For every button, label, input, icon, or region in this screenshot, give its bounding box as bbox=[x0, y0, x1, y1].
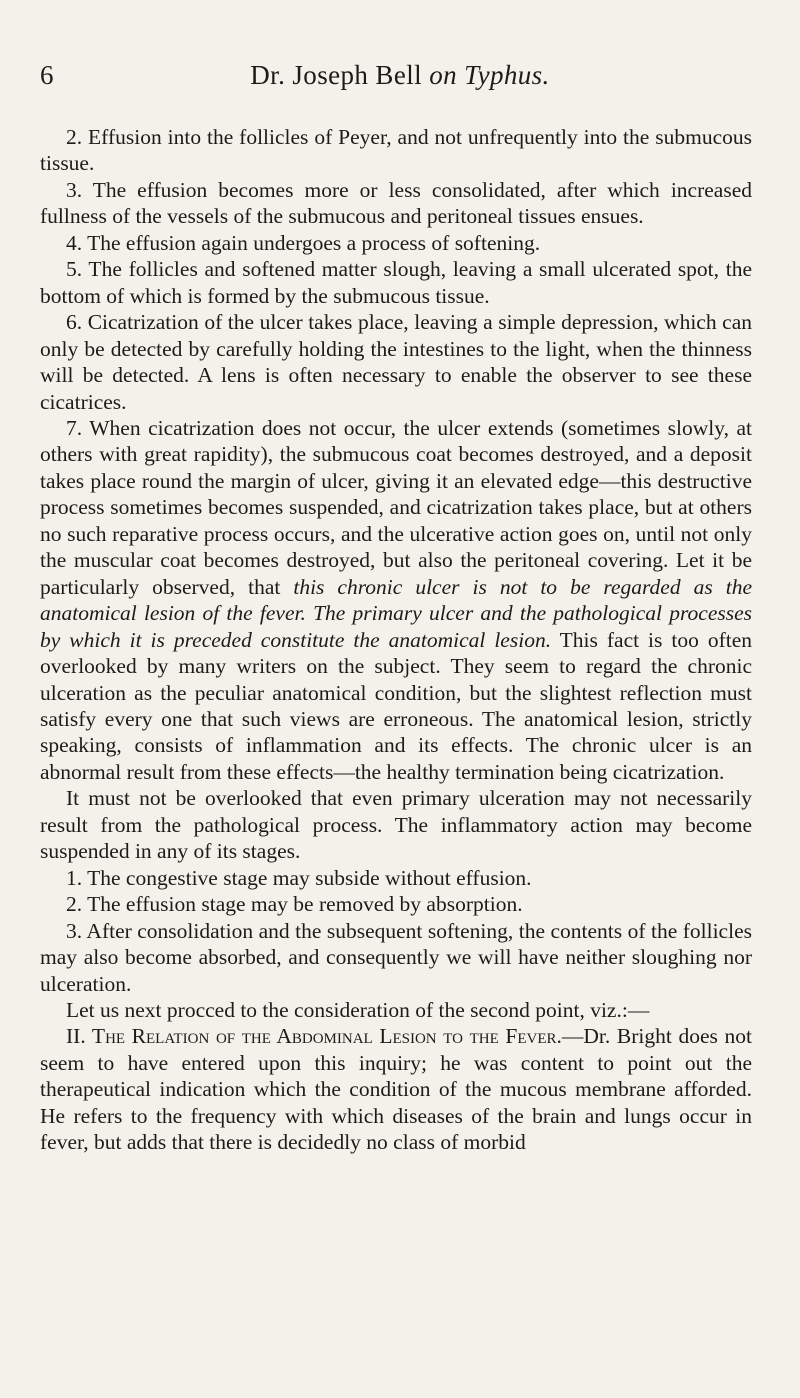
page-number: 6 bbox=[40, 60, 54, 90]
paragraph: 2. Effusion into the follicles of Peyer, and not unfrequently into the submucous tissue. bbox=[40, 125, 752, 176]
running-header bbox=[0, 60, 800, 100]
paragraph: 1. The congestive stage may subside without effusion. bbox=[66, 865, 532, 890]
paragraph: 2. The effusion stage may be removed by absorption. bbox=[66, 892, 523, 917]
paragraph bbox=[40, 1023, 752, 1155]
paragraph: 3. The effusion becomes more or less consolidated, after which increased fullness of the vessels of the submucous and peritoneal tissues ensues. bbox=[40, 177, 752, 229]
paragraph: Let us next procced to the consideration of the second point, viz.:— bbox=[66, 997, 650, 1022]
paragraph: 5. The follicles and softened matter slough, leaving a small ulcerated spot, the bottom of which is formed by the submucous tissue. bbox=[40, 257, 752, 308]
running-title-subject: Typhus. bbox=[464, 60, 550, 90]
paragraph-emphasis: this chronic ulcer is not to be regarded as the anatomical lesion of the fever. The primary ulcer and the pathological processes by which it is preceded constitute the anatomical lesion. bbox=[40, 574, 752, 652]
paragraph-text: 7. When cicatrization does not occur, the ulcer extends (sometimes slowly, at others with great rapidity), the submucous coat becomes destroyed, and a deposit takes place round the margin of ulcer, giving it an elevated edge—this destructive process sometimes becomes suspended, and cicatrization takes place, but at others no such reparative process occurs, and the ulcerative action goes on, until not only the muscular coat becomes destroyed, but also the peritoneal covering. Let it be particularly observed, that bbox=[40, 415, 752, 599]
paragraph: 6. Cicatrization of the ulcer takes place, leaving a simple depression, which can only be detected by carefully holding the intestines to the light, when the thinness will be detected. A lens is often necessary to enable the observer to see these cicatrices. bbox=[40, 310, 752, 414]
running-title-on: on bbox=[429, 60, 457, 90]
paragraph: It must not be overlooked that even primary ulceration may not necessarily result from the pathological process. The inflammatory action may become suspended in any of its stages. bbox=[40, 786, 752, 864]
paragraph: 4. The effusion again undergoes a process of softening. bbox=[66, 230, 541, 255]
paragraph bbox=[40, 415, 752, 785]
paragraph-text: This fact is too often overlooked by many writers on the subject. They seem to regard the chronic ulceration as the peculiar anatomical condition, but the slightest reflection must satisfy every one that such views are erroneous. The anatomical lesion, strictly speaking, consists of inflammation and its effects. The chronic ulcer is an abnormal result from these effects—the healthy termination being cicatrization. bbox=[40, 627, 753, 784]
section-text: —Dr. Bright does not seem to have entered upon this inquiry; he was content to point out the therapeutical indication which the condition of the mucous membrane afforded. He refers to the frequency with which diseases of the brain and lungs occur in fever, but adds that there is decidedly no class of morbid bbox=[40, 1024, 752, 1155]
body-text bbox=[40, 124, 752, 1156]
running-title bbox=[0, 60, 800, 91]
running-title-author: Dr. Joseph Bell bbox=[250, 60, 423, 90]
section-heading: II. The Relation of the Abdominal Lesion to the Fever. bbox=[66, 1024, 562, 1049]
paragraph: 3. After consolidation and the subsequent softening, the contents of the follicles may also become absorbed, and consequently we will have neither sloughing nor ulceration. bbox=[40, 918, 752, 996]
